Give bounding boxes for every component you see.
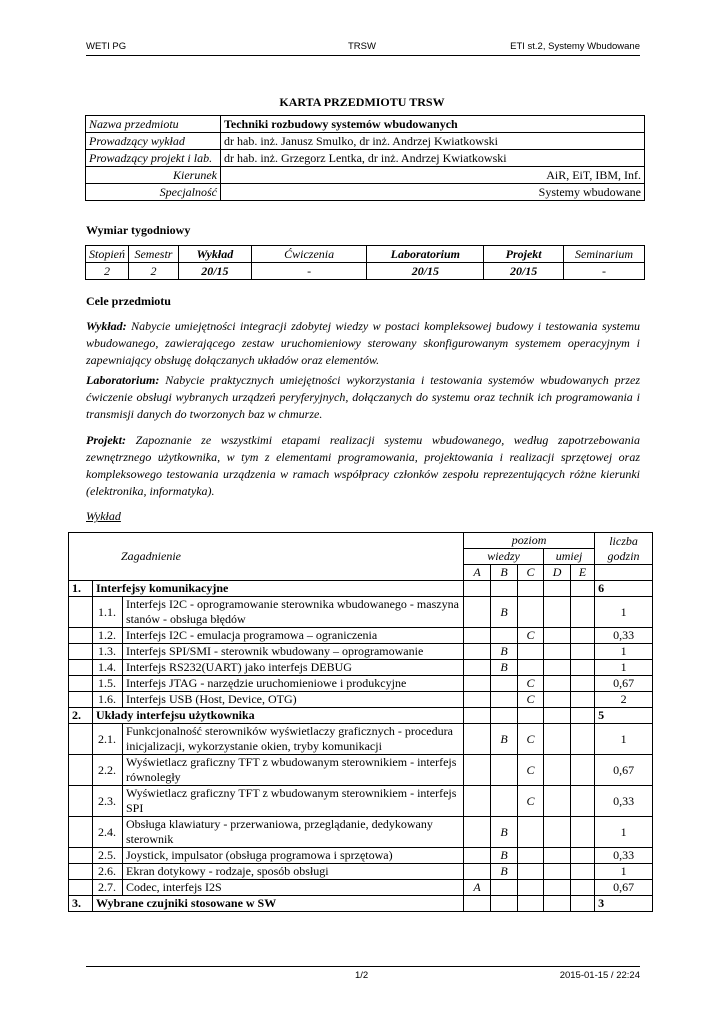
level-d-cell	[544, 724, 571, 755]
topic-number: 1.5.	[93, 676, 123, 692]
goal-project-paragraph	[86, 432, 640, 500]
topic-title: Interfejs SPI/SMI - sterownik wbudowany – oprogramowanie	[123, 644, 464, 660]
topic-title: Ekran dotykowy - rodzaje, sposób obsługi	[123, 864, 464, 880]
weekly-header-cell: Semestr	[129, 246, 179, 263]
weekly-value-cell: -	[564, 263, 645, 280]
topic-row	[69, 786, 653, 817]
level-d-cell	[544, 848, 571, 864]
level-b-cell: B	[491, 724, 518, 755]
topic-row	[69, 628, 653, 644]
level-c-cell	[518, 896, 544, 912]
goal-lecture-text: Nabycie umiejętności integracji zdobytej wiedzy w postaci kompleksowej budowy i testowania systemu wbudowanego, zawierającego zestaw uruchomieniowy sterowany skonfigurowanym systemem operacyjnym i zapewniający obsługę dołączanych układów oraz elementów.	[86, 319, 640, 367]
topic-title: Codec, interfejs I2S	[123, 880, 464, 896]
level-b-cell: B	[491, 660, 518, 676]
level-d-cell	[544, 880, 571, 896]
level-d-cell	[544, 676, 571, 692]
topic-group-row	[69, 581, 653, 597]
level-c-cell	[518, 817, 544, 848]
topic-indent-cell	[69, 817, 93, 848]
topic-indent-cell	[69, 660, 93, 676]
level-a-cell	[464, 864, 491, 880]
level-e-header: E	[571, 565, 595, 581]
header-left: WETI PG	[86, 41, 127, 52]
topic-row	[69, 692, 653, 708]
level-c-cell: C	[518, 692, 544, 708]
hours-column-header	[595, 533, 653, 565]
topic-title: Obsługa klawiatury - przerwaniowa, przeglądanie, dedykowany sterownik	[123, 817, 464, 848]
goal-lab-label: Laboratorium:	[86, 373, 160, 387]
topic-number: 1.2.	[93, 628, 123, 644]
lecture-section-label: Wykład	[86, 509, 121, 523]
info-value: AiR, EiT, IBM, Inf.	[221, 167, 645, 184]
level-b-cell	[491, 896, 518, 912]
level-c-cell: C	[518, 724, 544, 755]
topic-hours: 1	[595, 644, 653, 660]
level-b-cell	[491, 880, 518, 896]
topic-group-row	[69, 708, 653, 724]
info-row	[86, 150, 645, 167]
topic-number: 2.1.	[93, 724, 123, 755]
topic-row	[69, 755, 653, 786]
level-b-cell	[491, 708, 518, 724]
level-e-cell	[571, 676, 595, 692]
topic-group-number: 3.	[69, 896, 93, 912]
topic-number: 2.6.	[93, 864, 123, 880]
level-b-cell	[491, 581, 518, 597]
topic-title: Interfejs I2C - emulacja programowa – ograniczenia	[123, 628, 464, 644]
goal-project-text: Zapoznanie ze wszystkimi etapami realizacji systemu wbudowanego, według zapotrzebowania zewnętrznego użytkownika, w tym z elementami programowania, projektowania i realizacji sprzętowej oraz kompleksowego testowania urządzenia w ramach współpracy członków zespołu reprezentujących różne kierunki (elektronika, informatyka).	[86, 433, 641, 498]
level-c-cell	[518, 644, 544, 660]
info-value: dr hab. inż. Grzegorz Lentka, dr inż. Andrzej Kwiatkowski	[221, 150, 645, 167]
level-column-header: poziom	[464, 533, 595, 549]
topic-indent-cell	[69, 676, 93, 692]
level-a-cell	[464, 692, 491, 708]
topic-number: 2.3.	[93, 786, 123, 817]
topic-row	[69, 848, 653, 864]
level-a-cell	[464, 724, 491, 755]
topic-hours: 5	[595, 708, 653, 724]
level-d-cell	[544, 628, 571, 644]
topic-hours: 1	[595, 864, 653, 880]
skills-header: umiej	[544, 549, 595, 565]
level-b-header: B	[491, 565, 518, 581]
level-e-cell	[571, 644, 595, 660]
weekly-header-cell: Seminarium	[564, 246, 645, 263]
topic-number: 1.6.	[93, 692, 123, 708]
info-label: Nazwa przedmiotu	[86, 116, 221, 133]
weekly-value-cell: 20/15	[484, 263, 564, 280]
level-d-cell	[544, 692, 571, 708]
document-title: KARTA PRZEDMIOTU TRSW	[279, 95, 445, 109]
level-b-cell: B	[491, 864, 518, 880]
level-d-cell	[544, 597, 571, 628]
topic-number: 2.7.	[93, 880, 123, 896]
level-c-cell: C	[518, 628, 544, 644]
level-a-cell	[464, 597, 491, 628]
page-header	[86, 41, 640, 55]
header-rule	[86, 55, 640, 56]
hours-header-line1: liczba	[609, 533, 638, 548]
topic-indent-cell	[69, 880, 93, 896]
topic-number: 2.2.	[93, 755, 123, 786]
topic-hours: 3	[595, 896, 653, 912]
goal-lecture-paragraph	[86, 318, 640, 369]
topic-number: 1.1.	[93, 597, 123, 628]
topic-hours: 1	[595, 817, 653, 848]
topic-indent-cell	[69, 628, 93, 644]
topic-number: 1.3.	[93, 644, 123, 660]
weekly-header-cell: Stopień	[86, 246, 129, 263]
level-d-cell	[544, 581, 571, 597]
level-a-cell	[464, 896, 491, 912]
topic-title: Wyświetlacz graficzny TFT z wbudowanym sterownikiem - interfejs równoległy	[123, 755, 464, 786]
level-e-cell	[571, 755, 595, 786]
topic-row	[69, 676, 653, 692]
topic-group-title: Interfejsy komunikacyjne	[93, 581, 464, 597]
weekly-value-cell: 20/15	[367, 263, 484, 280]
topic-number: 1.4.	[93, 660, 123, 676]
level-d-cell	[544, 864, 571, 880]
level-e-cell	[571, 786, 595, 817]
level-a-cell: A	[464, 880, 491, 896]
weekly-header-cell: Ćwiczenia	[251, 246, 367, 263]
level-a-cell	[464, 676, 491, 692]
topic-group-number: 1.	[69, 581, 93, 597]
level-c-cell	[518, 864, 544, 880]
level-e-cell	[571, 864, 595, 880]
level-c-cell	[518, 660, 544, 676]
level-a-cell	[464, 786, 491, 817]
topic-hours: 0,67	[595, 880, 653, 896]
topic-hours: 1	[595, 724, 653, 755]
level-b-cell	[491, 628, 518, 644]
info-label: Prowadzący wykład	[86, 133, 221, 150]
level-e-cell	[571, 896, 595, 912]
topic-title: Interfejs USB (Host, Device, OTG)	[123, 692, 464, 708]
level-c-cell: C	[518, 755, 544, 786]
level-b-cell	[491, 786, 518, 817]
topic-hours: 1	[595, 597, 653, 628]
level-d-cell	[544, 644, 571, 660]
level-a-cell	[464, 755, 491, 786]
level-b-cell: B	[491, 597, 518, 628]
goal-lecture-label: Wykład:	[86, 319, 127, 333]
level-c-cell	[518, 848, 544, 864]
level-d-cell	[544, 817, 571, 848]
level-c-cell: C	[518, 676, 544, 692]
topic-title: Joystick, impulsator (obsługa programowa i sprzętowa)	[123, 848, 464, 864]
level-b-cell: B	[491, 644, 518, 660]
level-a-cell	[464, 708, 491, 724]
weekly-value-cell: 20/15	[178, 263, 251, 280]
header-right: ETI st.2, Systemy Wbudowane	[510, 41, 640, 52]
topic-indent-cell	[69, 724, 93, 755]
topic-group-title: Wybrane czujniki stosowane w SW	[93, 896, 464, 912]
level-a-cell	[464, 660, 491, 676]
topic-hours: 0,67	[595, 755, 653, 786]
level-b-cell	[491, 676, 518, 692]
topic-hours: 0,33	[595, 628, 653, 644]
topic-row	[69, 724, 653, 755]
level-e-cell	[571, 848, 595, 864]
level-c-cell	[518, 880, 544, 896]
topic-indent-cell	[69, 786, 93, 817]
level-e-cell	[571, 724, 595, 755]
info-label: Specjalność	[86, 184, 221, 201]
course-info-table	[85, 115, 645, 201]
info-value: Systemy wbudowane	[221, 184, 645, 201]
topic-hours: 6	[595, 581, 653, 597]
header-center: TRSW	[348, 41, 376, 52]
topic-title: Wyświetlacz graficzny TFT z wbudowanym sterownikiem - interfejs SPI	[123, 786, 464, 817]
info-row	[86, 116, 645, 133]
topic-indent-cell	[69, 848, 93, 864]
level-b-cell	[491, 755, 518, 786]
topic-hours: 0,67	[595, 676, 653, 692]
weekly-header-cell: Projekt	[484, 246, 564, 263]
topic-hours: 0,33	[595, 848, 653, 864]
topic-indent-cell	[69, 755, 93, 786]
level-c-cell	[518, 708, 544, 724]
level-a-cell	[464, 581, 491, 597]
level-d-header: D	[544, 565, 571, 581]
weekly-header-cell: Wykład	[178, 246, 251, 263]
info-row	[86, 184, 645, 201]
level-e-cell	[571, 597, 595, 628]
topic-group-row	[69, 896, 653, 912]
topic-group-number: 2.	[69, 708, 93, 724]
info-label: Kierunek	[86, 167, 221, 184]
level-a-cell	[464, 644, 491, 660]
topic-row	[69, 644, 653, 660]
info-value: dr hab. inż. Janusz Smulko, dr inż. Andrzej Kwiatkowski	[221, 133, 645, 150]
weekly-value-cell: 2	[129, 263, 179, 280]
weekly-header-cell: Laboratorium	[367, 246, 484, 263]
goal-project-label: Projekt:	[86, 433, 126, 447]
level-a-cell	[464, 628, 491, 644]
level-d-cell	[544, 660, 571, 676]
level-b-cell	[491, 692, 518, 708]
topic-title: Interfejs RS232(UART) jako interfejs DEBUG	[123, 660, 464, 676]
level-e-cell	[571, 660, 595, 676]
topic-indent-cell	[69, 597, 93, 628]
goals-heading: Cele przedmiotu	[86, 294, 171, 308]
weekly-heading: Wymiar tygodniowy	[86, 223, 191, 237]
topic-title: Interfejs JTAG - narzędzie uruchomieniowe i produkcyjne	[123, 676, 464, 692]
level-c-cell	[518, 581, 544, 597]
topic-number: 2.4.	[93, 817, 123, 848]
level-b-cell: B	[491, 848, 518, 864]
level-e-cell	[571, 628, 595, 644]
goal-lab-text: Nabycie praktycznych umiejętności wykorzystania i testowania systemów wbudowanych przez ćwiczenie obsługi wybranych urządzeń peryferyjnych, dołączanych do systemu oraz technik ich programowania i transmisji danych do tworzonych baz w chmurze.	[86, 373, 640, 421]
info-row	[86, 167, 645, 184]
level-e-cell	[571, 817, 595, 848]
level-e-cell	[571, 708, 595, 724]
weekly-value-cell: -	[251, 263, 367, 280]
level-d-cell	[544, 708, 571, 724]
footer-date: 2015-01-15 / 22:24	[559, 970, 640, 981]
topic-indent-cell	[69, 864, 93, 880]
topic-hours: 1	[595, 660, 653, 676]
weekly-header-row	[86, 246, 645, 263]
level-c-cell	[518, 597, 544, 628]
topic-column-header: Zagadnienie	[69, 533, 464, 581]
level-a-header: A	[464, 565, 491, 581]
weekly-value-row	[86, 263, 645, 280]
topic-group-title: Układy interfejsu użytkownika	[93, 708, 464, 724]
topic-hours: 2	[595, 692, 653, 708]
footer-page-number: 1/2	[355, 970, 369, 981]
weekly-hours-table	[85, 245, 645, 280]
topic-title: Interfejs I2C - oprogramowanie sterownika wbudowanego - maszyna stanów - obsługa błędów	[123, 597, 464, 628]
info-row	[86, 133, 645, 150]
topic-number: 2.5.	[93, 848, 123, 864]
page-footer	[86, 970, 640, 984]
level-c-cell: C	[518, 786, 544, 817]
level-d-cell	[544, 786, 571, 817]
level-e-cell	[571, 880, 595, 896]
level-c-header: C	[518, 565, 544, 581]
topic-hours: 0,33	[595, 786, 653, 817]
info-label: Prowadzący projekt i lab.	[86, 150, 221, 167]
topic-row	[69, 660, 653, 676]
info-value: Techniki rozbudowy systemów wbudowanych	[221, 116, 645, 133]
topic-row	[69, 864, 653, 880]
topics-header-row	[69, 533, 653, 549]
hours-header-line2: godzin	[607, 548, 640, 563]
level-e-cell	[571, 692, 595, 708]
level-d-cell	[544, 896, 571, 912]
topic-indent-cell	[69, 692, 93, 708]
topic-title: Funkcjonalność sterowników wyświetlaczy graficznych - procedura inicjalizacji, wykorzystanie okien, tryby komunikacji	[123, 724, 464, 755]
topic-row	[69, 597, 653, 628]
topics-body	[69, 581, 653, 912]
lecture-topics-table	[68, 532, 653, 912]
level-d-cell	[544, 755, 571, 786]
weekly-value-cell: 2	[86, 263, 129, 280]
level-a-cell	[464, 817, 491, 848]
topic-row	[69, 817, 653, 848]
level-a-cell	[464, 848, 491, 864]
footer-rule	[86, 966, 640, 967]
topic-indent-cell	[69, 644, 93, 660]
hours-empty-header	[595, 565, 653, 581]
goal-lab-paragraph	[86, 372, 640, 423]
knowledge-header: wiedzy	[464, 549, 544, 565]
topic-row	[69, 880, 653, 896]
level-e-cell	[571, 581, 595, 597]
level-b-cell: B	[491, 817, 518, 848]
